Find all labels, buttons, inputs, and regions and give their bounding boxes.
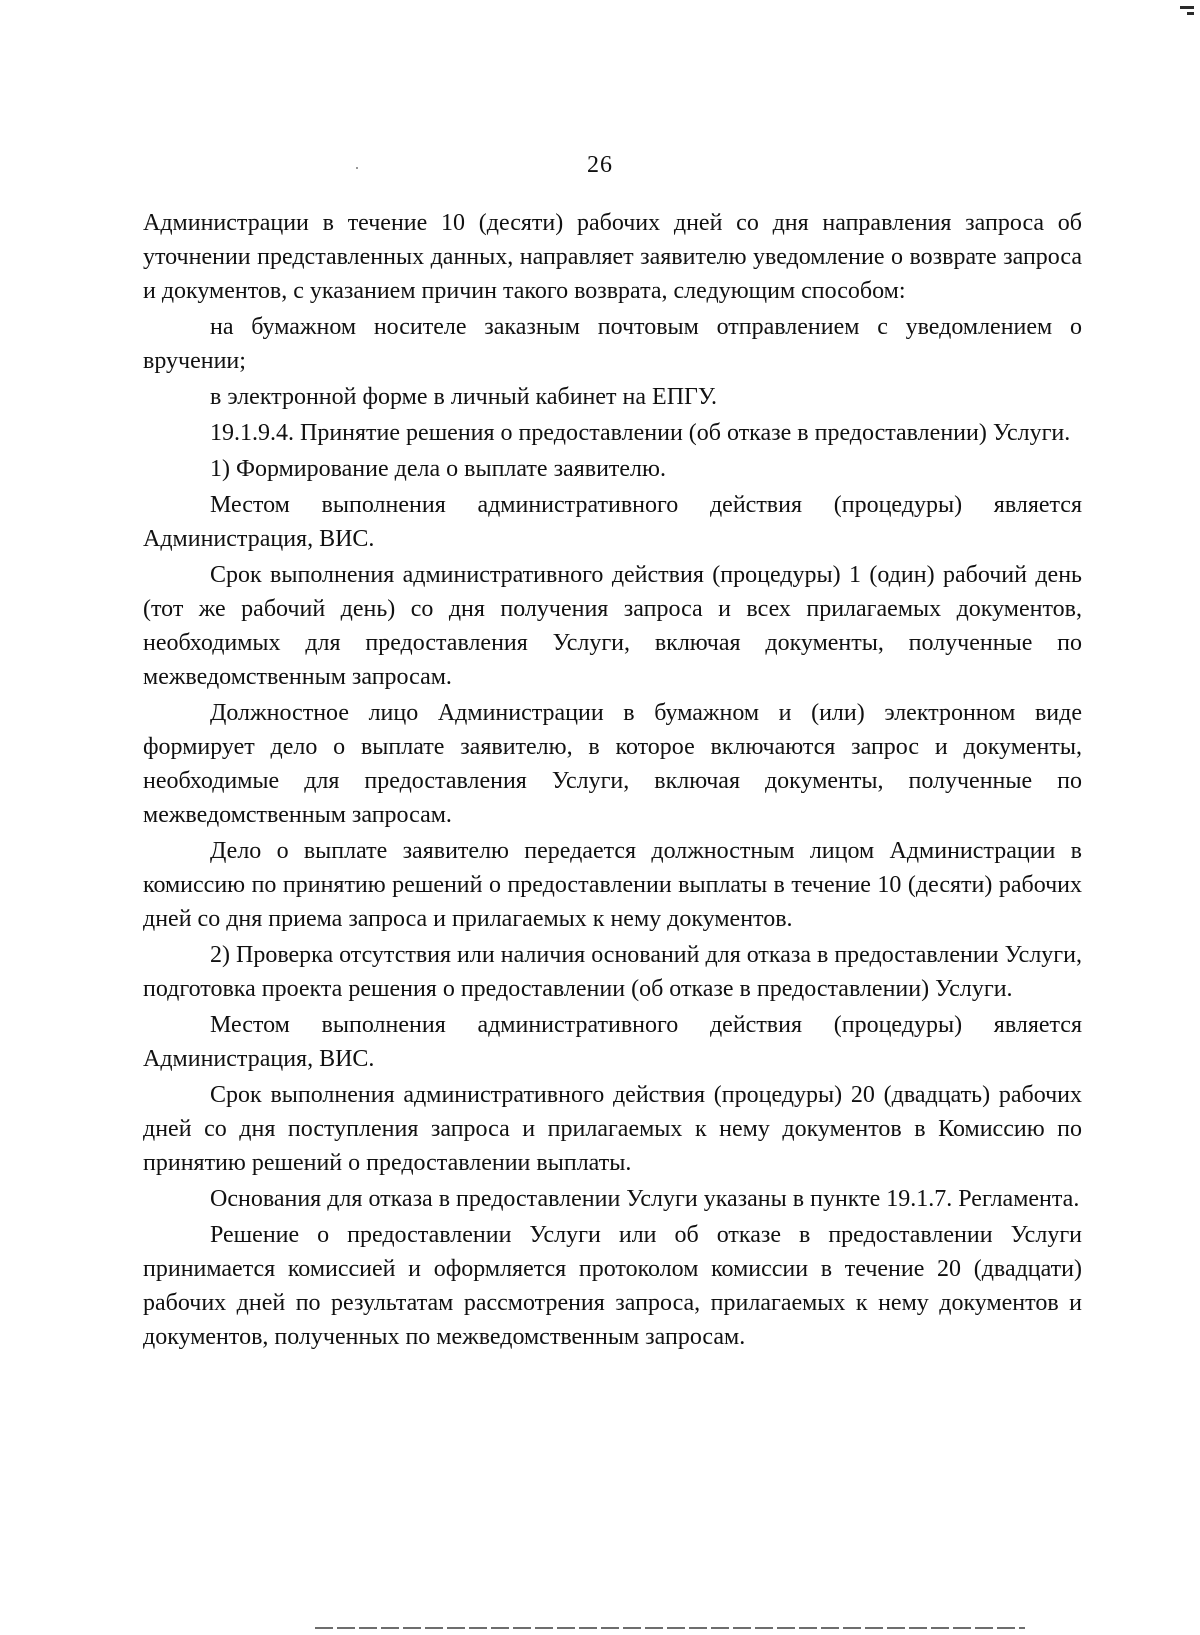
paragraph: Администрации в течение 10 (десяти) рабочих дней со дня направления запроса об уточнении представленных данных, направляет заявителю уведомление о возврате запроса и документов, с указанием причин такого возврата, следующим способом: xyxy=(143,210,1082,304)
paragraph: Срок выполнения административного действия (процедуры) 20 (двадцать) рабочих дней со дня поступления запроса и прилагаемых к нему документов в Комиссию по принятию решений о предоставлении выплаты. xyxy=(143,1082,1082,1176)
paragraph: Должностное лицо Администрации в бумажном и (или) электронном виде формирует дело о выплате заявителю, в которое включаются запрос и документы, необходимые для предоставления Услуги, включая документы, полученные по межведомственным запросам. xyxy=(143,700,1082,828)
paragraph: 2) Проверка отсутствия или наличия оснований для отказа в предоставлении Услуги, подготовка проекта решения о предоставлении (об отказе в предоставлении) Услуги. xyxy=(143,942,1082,1002)
paragraph: 19.1.9.4. Принятие решения о предоставлении (об отказе в предоставлении) Услуги. xyxy=(210,420,1071,446)
paragraph: Решение о предоставлении Услуги или об отказе в предоставлении Услуги принимается комиссией и оформляется протоколом комиссии в течение 20 (двадцати) рабочих дней по результатам рассмотрения запроса, прилагаемых к нему документов и документов, полученных по межведомственным запросам. xyxy=(143,1222,1082,1350)
paragraph: Срок выполнения административного действия (процедуры) 1 (один) рабочий день (тот же рабочий день) со дня получения запроса и всех прилагаемых документов, необходимых для предоставления Услуги, включая документы, полученные по межведомственным запросам. xyxy=(143,562,1082,690)
scan-bottom-edge xyxy=(315,1627,1025,1629)
paragraph: Местом выполнения административного действия (процедуры) является Администрация, ВИС. xyxy=(143,1012,1082,1072)
page-number: 26 xyxy=(587,152,613,178)
paragraph: Местом выполнения административного действия (процедуры) является Администрация, ВИС. xyxy=(143,492,1082,552)
document-body xyxy=(143,206,1082,1354)
paragraph: на бумажном носителе заказным почтовым отправлением с уведомлением о вручении; xyxy=(143,314,1082,374)
paragraph: в электронной форме в личный кабинет на ЕПГУ. xyxy=(210,384,717,410)
paragraph: Основания для отказа в предоставлении Услуги указаны в пункте 19.1.7. Регламента. xyxy=(210,1186,1080,1212)
paragraph: 1) Формирование дела о выплате заявителю. xyxy=(210,456,666,482)
paragraph: Дело о выплате заявителю передается должностным лицом Администрации в комиссию по принятию решений о предоставлении выплаты в течение 10 (десяти) рабочих дней со дня приема запроса и прилагаемых к нему документов. xyxy=(143,838,1082,932)
scan-edge-mark xyxy=(1187,12,1194,15)
scan-edge-mark xyxy=(1180,6,1194,9)
